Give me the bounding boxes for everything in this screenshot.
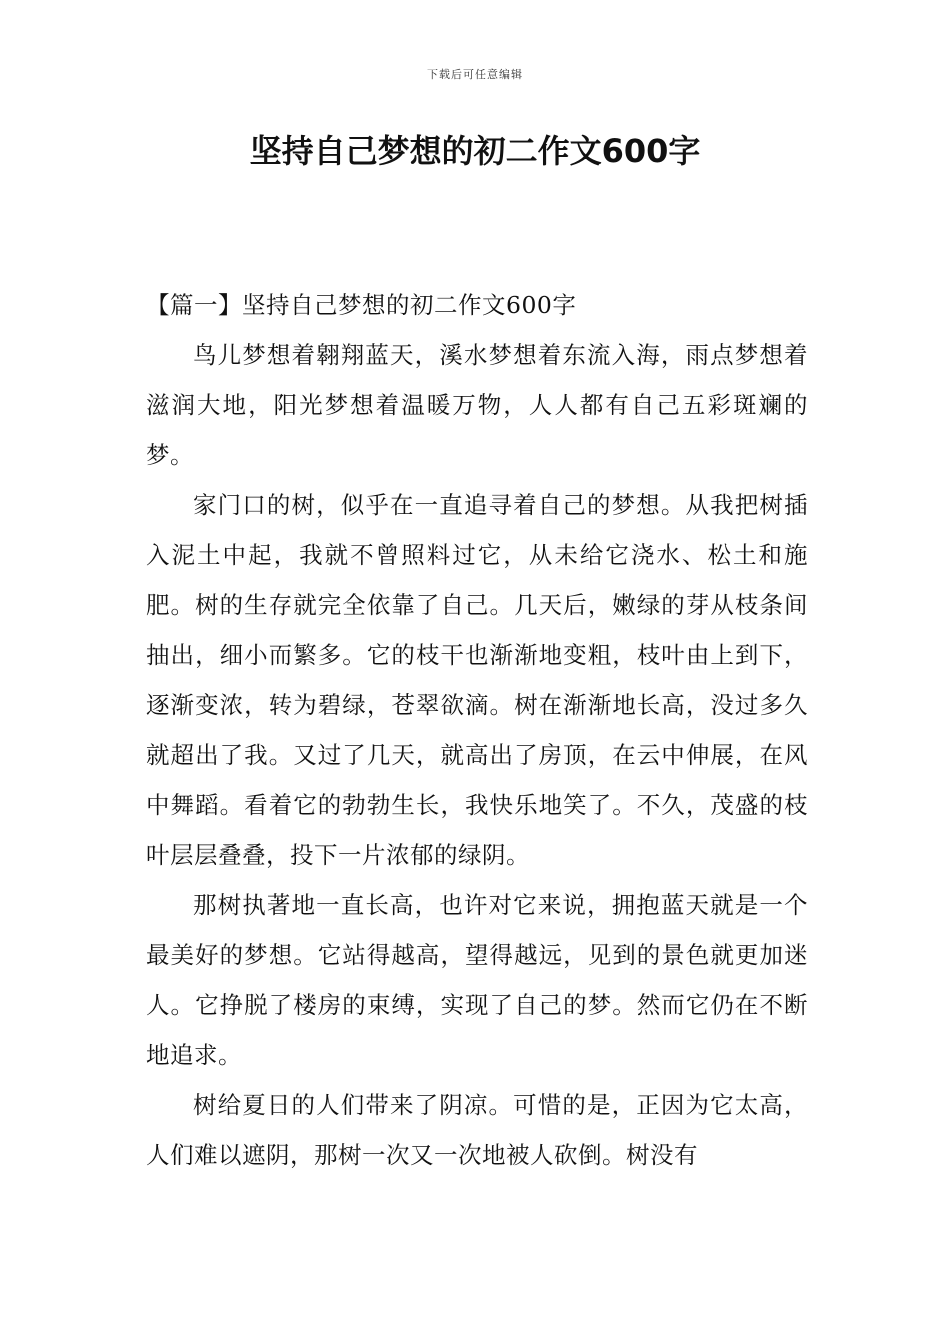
paragraph-3: 那树执著地一直长高，也许对它来说，拥抱蓝天就是一个最美好的梦想。它站得越高，望得越远，见到的景色就更加迷人。它挣脱了楼房的束缚，实现了自己的梦。然而它仍在不断地追求。 [146,891,808,1069]
paragraph-2: 家门口的树，似乎在一直追寻着自己的梦想。从我把树插入泥土中起，我就不曾照料过它，从未给它浇水、松土和施肥。树的生存就完全依靠了自己。几天后，嫩绿的芽从枝条间抽出，细小而繁多。它的枝干也渐渐地变粗，枝叶由上到下，逐渐变浓，转为碧绿，苍翠欲滴。树在渐渐地长高，没过多久就超出了我。又过了几天，就高出了房顶，在云中伸展，在风中舞蹈。看着它的勃勃生长，我快乐地笑了。不久，茂盛的枝叶层层叠叠，投下一片浓郁的绿阴。 [146,491,808,869]
paragraph-4: 树给夏日的人们带来了阴凉。可惜的是，正因为它太高，人们难以遮阴，那树一次又一次地被人砍倒。树没有 [146,1091,808,1169]
section-heading: 【篇一】坚持自己梦想的初二作文600字 [146,291,577,319]
document-body [146,280,808,1180]
header-note: 下载后可任意编辑 [427,68,523,81]
paragraph-1: 鸟儿梦想着翱翔蓝天，溪水梦想着东流入海，雨点梦想着滋润大地，阳光梦想着温暖万物，人人都有自己五彩斑斓的梦。 [146,341,808,469]
page-title: 坚持自己梦想的初二作文600字 [249,132,701,170]
